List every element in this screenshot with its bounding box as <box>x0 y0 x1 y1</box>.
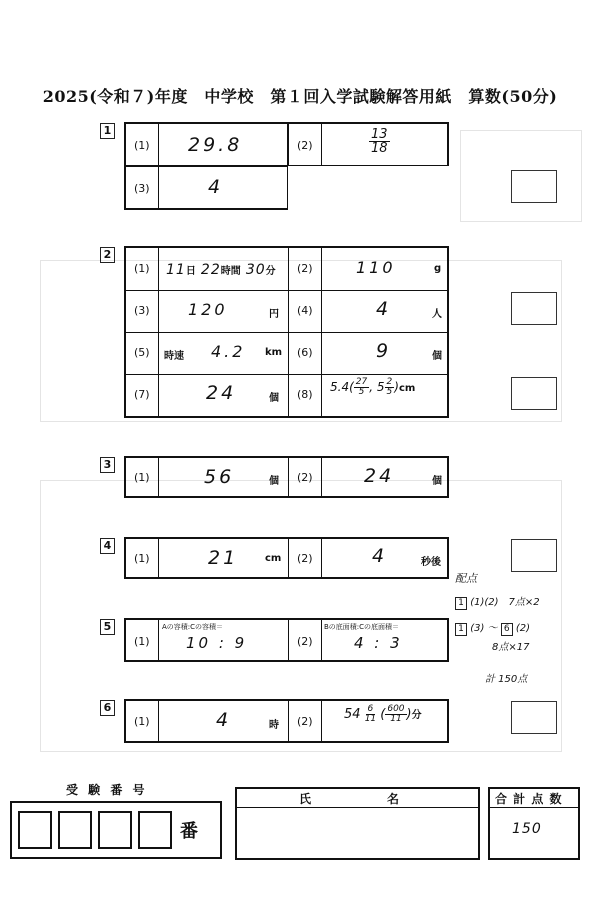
answer-text[interactable]: 4 <box>372 545 388 567</box>
question-number: (2) <box>297 715 313 728</box>
answer-text: 29.8 <box>188 134 243 156</box>
total-score-box <box>488 787 580 860</box>
question-number: (5) <box>134 346 150 359</box>
section-5-table <box>124 618 449 662</box>
answer-text[interactable]: 10 : 9 <box>186 634 248 652</box>
question-number: (7) <box>134 388 150 401</box>
exam-digit-cell[interactable] <box>18 811 52 849</box>
answer-text[interactable]: 4 <box>216 709 232 731</box>
ratio-label: Bの底面積:Cの底面積＝ <box>324 623 400 631</box>
name-box <box>235 787 480 860</box>
unit-label: 時 <box>269 720 279 731</box>
ratio-label: Aの容積:Cの容積＝ <box>162 623 224 631</box>
question-number: (3) <box>134 304 150 317</box>
exam-digit-cell[interactable] <box>58 811 92 849</box>
section-number: 3 <box>100 457 115 473</box>
score-box <box>511 539 557 572</box>
score-box <box>511 377 557 410</box>
unit-label: 個 <box>269 393 279 404</box>
answer-mixed-fraction[interactable]: 5.4( $\frac{27}{5}$ , 5 $\frac{2}{5}$ )cm <box>330 377 416 397</box>
score-box <box>511 170 557 203</box>
grading-note-total: 計 150点 <box>485 674 528 685</box>
name-label: 名 <box>387 792 400 806</box>
answer-text[interactable]: 110 <box>356 258 396 277</box>
question-number: (3) <box>134 182 150 195</box>
unit-label: 個 <box>432 476 442 487</box>
question-number: (1) <box>134 635 150 648</box>
page-title: 2025(令和７)年度 中学校 第１回入学試験解答用紙 算数(50分) <box>42 87 558 106</box>
section-number: 5 <box>100 619 115 635</box>
answer-text[interactable]: 4 : 3 <box>354 634 403 652</box>
exam-digit-cell[interactable] <box>138 811 172 849</box>
section-3-table <box>124 456 449 498</box>
grading-note-line: 1 (1)(2) 7点×2 <box>455 593 540 610</box>
total-score-label: 合 計 点 数 <box>495 792 563 806</box>
grading-note-title: 配点 <box>455 572 477 585</box>
section-4-table <box>124 537 449 579</box>
unit-label: 人 <box>432 309 442 320</box>
section-2-table <box>124 246 449 418</box>
question-number: (2) <box>297 552 313 565</box>
section-number: 4 <box>100 538 115 554</box>
fraction-answer: $\frac{13}{18}$ <box>371 127 388 156</box>
question-number: (1) <box>134 552 150 565</box>
exam-number-box <box>10 801 222 859</box>
answer-text[interactable]: 21 <box>208 547 239 569</box>
question-number: (1) <box>134 715 150 728</box>
answer-cell[interactable] <box>124 122 288 166</box>
question-number: (2) <box>297 635 313 648</box>
answer-text[interactable]: 24 <box>206 382 237 404</box>
score-box <box>511 292 557 325</box>
score-box <box>511 701 557 734</box>
section-number: 1 <box>100 123 115 139</box>
answer-text[interactable]: 4 <box>376 298 392 320</box>
exam-number-label: 受 験 番 号 <box>66 783 148 797</box>
unit-label: 個 <box>269 476 279 487</box>
question-number: (1) <box>134 262 150 275</box>
answer-time[interactable]: 11日 22時間 30分 <box>166 262 276 278</box>
section-1-table <box>124 122 449 210</box>
question-number: (2) <box>297 471 313 484</box>
exam-number-suffix: 番 <box>180 821 198 842</box>
question-number: (2) <box>297 139 313 152</box>
section-6-table <box>124 699 449 743</box>
section-number: 2 <box>100 247 115 263</box>
unit-label: 秒後 <box>421 557 441 568</box>
grading-note-line: 8点×17 <box>492 642 530 653</box>
answer-text[interactable]: 24 <box>364 465 395 487</box>
unit-label: km <box>265 347 283 358</box>
question-number: (4) <box>297 304 313 317</box>
unit-label: 個 <box>432 351 442 362</box>
answer-text[interactable]: 120 <box>188 300 228 319</box>
question-number: (1) <box>134 139 150 152</box>
section-number: 6 <box>100 700 115 716</box>
question-number: (2) <box>297 262 313 275</box>
name-field[interactable] <box>241 811 473 856</box>
answer-text[interactable]: 4.2 <box>211 342 246 361</box>
answer-text: 4 <box>208 176 224 198</box>
prefix-label: 時速 <box>164 351 184 362</box>
total-score-value: 150 <box>512 821 542 837</box>
answer-text[interactable]: 56 <box>204 466 235 488</box>
grading-note-line: 1 (3) ～ 6 (2) <box>455 619 530 636</box>
question-number: (1) <box>134 471 150 484</box>
unit-label: 円 <box>269 309 279 320</box>
answer-mixed-fraction[interactable]: 54 $\frac{6}{11}$ ( $\frac{600}{11}$ )分 <box>344 704 422 724</box>
unit-label: cm <box>265 553 282 564</box>
name-label: 氏 <box>299 792 312 806</box>
question-number: (8) <box>297 388 313 401</box>
question-number: (6) <box>297 346 313 359</box>
answer-cell[interactable] <box>124 166 288 210</box>
answer-text[interactable]: 9 <box>376 340 392 362</box>
answer-cell[interactable] <box>288 122 449 166</box>
exam-digit-cell[interactable] <box>98 811 132 849</box>
unit-label: g <box>434 263 442 274</box>
